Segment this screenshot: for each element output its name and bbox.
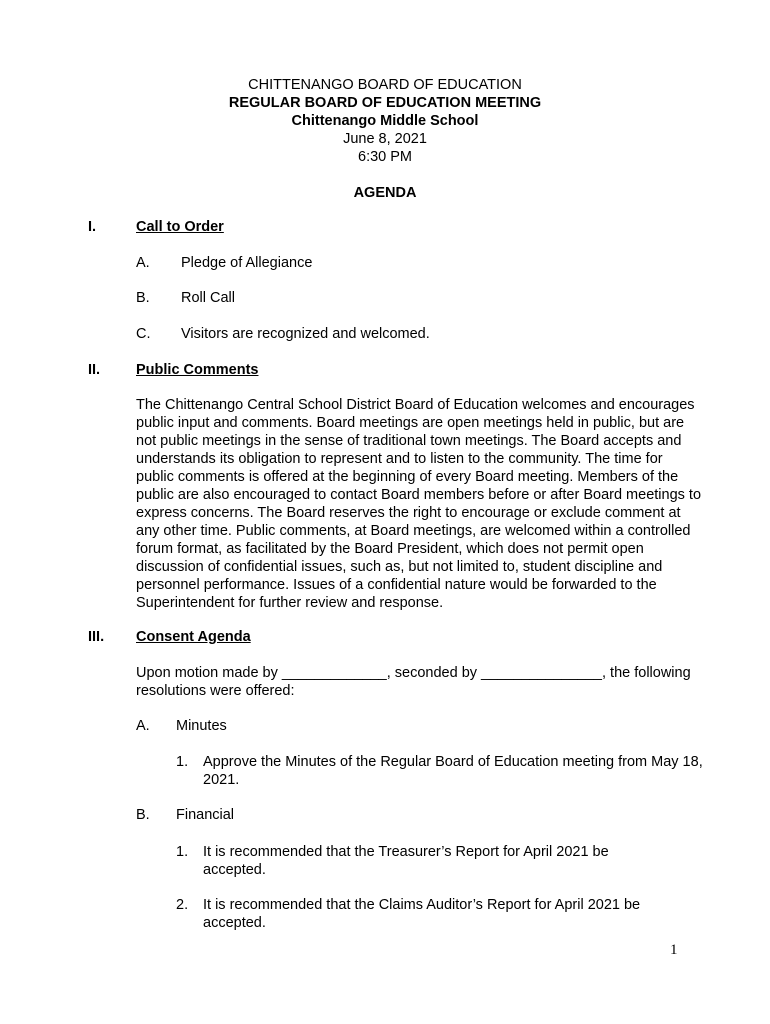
motion-line-2: resolutions were offered: — [136, 683, 295, 699]
item-b-text: Roll Call — [181, 290, 235, 306]
section-1-numeral: I. — [88, 219, 97, 235]
agenda-label: AGENDA — [353, 185, 417, 201]
paragraph-line: forum format, as facilitated by the Board President, which does not permit open — [136, 541, 644, 557]
paragraph-line: Superintendent for further review and response. — [136, 595, 444, 611]
motion-line-1: Upon motion made by _____________, seconded by _______________, the following — [136, 665, 691, 681]
paragraph-line: public comments is offered at the beginning of every Board meeting. Members of the — [136, 469, 679, 485]
subsection-a-letter: A. — [136, 718, 150, 734]
minutes-item-1-line-2: 2021. — [203, 772, 240, 788]
paragraph-line: discussion of confidential issues, such as, but not limited to, student discipline and — [136, 559, 663, 575]
section-1-title: Call to Order — [136, 219, 224, 235]
financial-item-2-line-2: accepted. — [203, 915, 266, 931]
page-number: 1 — [670, 942, 678, 958]
paragraph-line: The Chittenango Central School District Board of Education welcomes and encourages — [136, 397, 695, 413]
minutes-item-1-line-1: Approve the Minutes of the Regular Board of Education meeting from May 18, — [203, 754, 703, 770]
meeting-title: REGULAR BOARD OF EDUCATION MEETING — [228, 95, 542, 111]
paragraph-line: understands its obligation to represent and to listen to the community. The time for — [136, 451, 663, 467]
financial-item-1-line-2: accepted. — [203, 862, 266, 878]
item-a-text: Pledge of Allegiance — [181, 255, 313, 271]
financial-item-1-line-1: It is recommended that the Treasurer’s Report for April 2021 be — [203, 844, 609, 860]
subsection-b-title: Financial — [176, 807, 235, 823]
paragraph-line: not public meetings in the sense of traditional town meetings. The Board accepts and — [136, 433, 682, 449]
public-comments-paragraph — [136, 396, 732, 612]
item-c-letter: C. — [136, 326, 151, 342]
financial-item-2-number: 2. — [176, 897, 189, 913]
meeting-location: Chittenango Middle School — [291, 113, 479, 129]
subsection-a-title: Minutes — [176, 718, 227, 734]
section-2-numeral: II. — [88, 362, 101, 378]
section-3-numeral: III. — [88, 629, 105, 645]
meeting-date: June 8, 2021 — [343, 131, 427, 147]
item-a-letter: A. — [136, 255, 150, 271]
paragraph-line: express concerns. The Board reserves the right to encourage or exclude comment at — [136, 505, 681, 521]
subsection-b-letter: B. — [136, 807, 150, 823]
meeting-time: 6:30 PM — [358, 149, 412, 165]
org-name: CHITTENANGO BOARD OF EDUCATION — [248, 77, 522, 93]
minutes-item-1-number: 1. — [176, 754, 189, 770]
item-c-text: Visitors are recognized and welcomed. — [181, 326, 430, 342]
section-2-title: Public Comments — [136, 362, 259, 378]
financial-item-1-number: 1. — [176, 844, 189, 860]
financial-item-2-line-1: It is recommended that the Claims Auditor’s Report for April 2021 be — [203, 897, 641, 913]
paragraph-line: public input and comments. Board meetings are open meetings held in public, but are — [136, 415, 685, 431]
paragraph-line: personnel performance. Issues of a confidential nature would be forwarded to the — [136, 577, 657, 593]
item-b-letter: B. — [136, 290, 150, 306]
paragraph-line: any other time. Public comments, at Board meetings, are welcomed within a controlled — [136, 523, 691, 539]
document-header — [0, 76, 770, 202]
section-3-title: Consent Agenda — [136, 629, 251, 645]
paragraph-line: public are also encouraged to contact Board members before or after Board meetings to — [136, 487, 702, 503]
